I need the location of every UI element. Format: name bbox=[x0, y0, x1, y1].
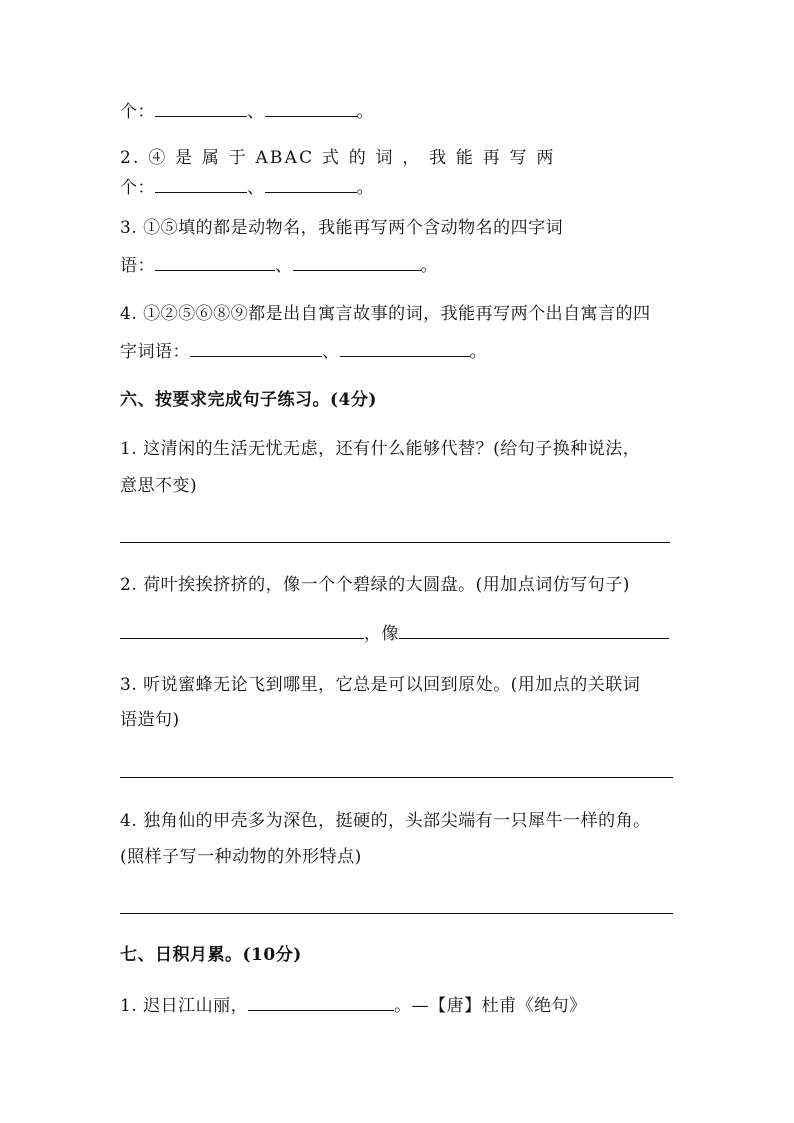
separator: 、 bbox=[247, 102, 265, 122]
answer-blank[interactable] bbox=[265, 176, 357, 193]
period: 。 bbox=[356, 178, 374, 198]
answer-blank[interactable] bbox=[265, 100, 357, 117]
s6-q2-answer-row bbox=[120, 622, 669, 645]
s7-q1-lead: 1. 迟日江山丽， bbox=[120, 996, 249, 1016]
q5-item4-answer-row bbox=[120, 340, 487, 363]
answer-blank[interactable] bbox=[248, 994, 394, 1011]
s6-q1-answer-line[interactable] bbox=[120, 542, 670, 543]
q5-item4-line1: 4. ①②⑤⑥⑧⑨都是出自寓言故事的词，我能再写两个出自寓言的四 bbox=[120, 304, 651, 324]
answer-blank[interactable] bbox=[340, 340, 470, 357]
s6-q4-line2: (照样子写一种动物的外形特点) bbox=[120, 847, 362, 867]
period: 。 bbox=[420, 256, 438, 276]
period: 。 bbox=[469, 342, 487, 362]
section6-heading: 六、按要求完成句子练习。(4分) bbox=[120, 390, 377, 410]
q5-item3-line1: 3. ①⑤填的都是动物名，我能再写两个含动物名的四字词 bbox=[120, 218, 564, 238]
s6-q2-mid: ，像 bbox=[364, 624, 399, 644]
q5-item4-tail: 字词语： bbox=[120, 342, 190, 362]
s6-q3-line2: 语造句) bbox=[120, 710, 180, 730]
answer-blank[interactable] bbox=[120, 622, 364, 639]
q5-item1-tail: 个： bbox=[120, 102, 155, 122]
q5-item3-answer-row bbox=[120, 254, 438, 277]
q5-item3-tail: 语： bbox=[120, 256, 155, 276]
s6-q3-answer-line[interactable] bbox=[120, 777, 673, 778]
separator: 、 bbox=[322, 342, 340, 362]
separator: 、 bbox=[247, 178, 265, 198]
q5-item2-line1: 2. ④ 是 属 于 ABAC 式 的 词 ， 我 能 再 写 两 bbox=[120, 148, 556, 168]
s7-q1-row bbox=[120, 994, 587, 1017]
answer-blank[interactable] bbox=[399, 622, 669, 639]
s6-q1-line1: 1. 这清闲的生活无忧无虑，还有什么能够代替？(给句子换种说法， bbox=[120, 439, 641, 459]
answer-blank[interactable] bbox=[293, 254, 421, 271]
answer-blank[interactable] bbox=[155, 100, 247, 117]
s7-q1-tail: 。—【唐】杜甫《绝句》 bbox=[394, 996, 587, 1016]
answer-blank[interactable] bbox=[190, 340, 322, 357]
s6-q4-line1: 4. 独角仙的甲壳多为深色，挺硬的，头部尖端有一只犀牛一样的角。 bbox=[120, 811, 651, 831]
answer-blank[interactable] bbox=[155, 176, 247, 193]
separator: 、 bbox=[275, 256, 293, 276]
q5-item1-answer-row bbox=[120, 100, 374, 123]
section7-heading: 七、日积月累。(10分) bbox=[120, 945, 302, 965]
s6-q2-line1: 2. 荷叶挨挨挤挤的，像一个个碧绿的大圆盘。(用加点词仿写句子) bbox=[120, 575, 630, 595]
q5-item2-tail: 个： bbox=[120, 178, 155, 198]
q5-item2-answer-row bbox=[120, 176, 374, 199]
s6-q4-answer-line[interactable] bbox=[120, 913, 673, 914]
s6-q1-line2: 意思不变) bbox=[120, 476, 198, 496]
answer-blank[interactable] bbox=[155, 254, 275, 271]
period: 。 bbox=[356, 102, 374, 122]
s6-q3-line1: 3. 听说蜜蜂无论飞到哪里，它总是可以回到原处。(用加点的关联词 bbox=[120, 675, 641, 695]
